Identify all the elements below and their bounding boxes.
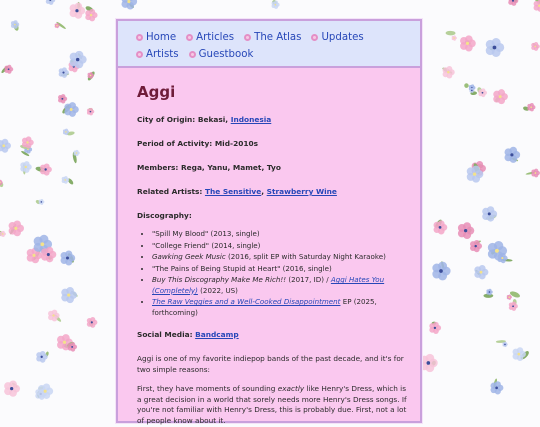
release-title: "Spill My Blood"	[152, 229, 208, 238]
flower-petal-decoration	[530, 103, 534, 107]
flower-center-decoration	[32, 254, 35, 257]
nav-label: Updates	[321, 32, 363, 43]
flower-center-decoration	[91, 321, 93, 323]
flower-petal-decoration	[534, 169, 538, 173]
flower-center-decoration	[67, 293, 70, 296]
flower-petal-decoration	[43, 383, 50, 390]
flower-center-decoration	[40, 242, 44, 246]
flower-petal-decoration	[438, 220, 445, 227]
members-label: Members:	[137, 163, 178, 172]
flower-center-decoration	[534, 46, 536, 48]
paragraph-text: First, they have moments of sounding	[137, 384, 278, 393]
flower-center-decoration	[47, 253, 50, 256]
flower-petal-decoration	[2, 139, 9, 146]
flower-center-decoration	[447, 71, 449, 73]
article-content	[118, 68, 420, 427]
nav-item-home[interactable]	[136, 32, 176, 43]
flower-center-decoration	[64, 179, 66, 181]
release-details: (2016, single)	[280, 264, 331, 273]
nav-label: Articles	[196, 32, 234, 43]
flower-center-decoration	[56, 25, 58, 27]
release-title: Gawking Geek Music	[152, 252, 226, 261]
flower-petal-decoration	[472, 166, 480, 174]
flower-petal-decoration	[481, 88, 485, 92]
flower-center-decoration	[530, 106, 532, 108]
flower-petal-decoration	[24, 161, 30, 167]
flower-petal-decoration	[479, 265, 486, 272]
flower-center-decoration	[512, 305, 514, 307]
page-title: Aggi	[137, 83, 407, 101]
flower-petal-decoration	[463, 222, 471, 230]
flower-bullet-icon	[244, 34, 251, 41]
nav-label: Guestbook	[199, 49, 254, 60]
flower-petal-decoration	[494, 241, 503, 250]
flower-petal-decoration	[26, 136, 32, 142]
release-title: "The Pains of Being Stupid at Heart"	[152, 264, 280, 273]
flower-center-decoration	[499, 95, 502, 98]
flower-center-decoration	[489, 291, 491, 293]
list-item	[152, 275, 407, 296]
flower-bullet-icon	[136, 34, 143, 41]
flower-center-decoration	[76, 152, 78, 154]
flower-petal-decoration	[75, 150, 78, 153]
nav-row-2	[136, 46, 410, 62]
flower-center-decoration	[495, 249, 499, 253]
period-value: Mid-2010s	[215, 139, 258, 148]
release-link[interactable]: The Raw Veggies and a Well-Cooked Disappointment	[152, 297, 340, 306]
flower-center-decoration	[90, 111, 92, 113]
nav-item-the-atlas[interactable]	[244, 32, 301, 43]
flower-center-decoration	[41, 356, 43, 358]
flower-petal-decoration	[498, 89, 505, 96]
social-label: Social Media:	[137, 330, 193, 339]
flower-center-decoration	[275, 4, 277, 6]
flower-petal-decoration	[495, 381, 501, 387]
nav-item-articles[interactable]	[186, 32, 234, 43]
nav-item-updates[interactable]	[311, 32, 363, 43]
flower-center-decoration	[473, 172, 476, 175]
flower-center-decoration	[2, 144, 5, 147]
main-panel	[116, 19, 422, 423]
flower-center-decoration	[482, 92, 484, 94]
flower-center-decoration	[495, 387, 498, 390]
flower-center-decoration	[44, 168, 46, 170]
flower-center-decoration	[76, 58, 79, 61]
flower-petal-decoration	[69, 102, 76, 109]
flower-center-decoration	[508, 296, 510, 298]
flower-center-decoration	[434, 327, 436, 329]
flower-bullet-icon	[311, 34, 318, 41]
flower-center-decoration	[439, 269, 443, 273]
related-label: Related Artists:	[137, 187, 202, 196]
flower-bullet-icon	[136, 51, 143, 58]
nav-label: Artists	[146, 49, 179, 60]
origin-city: Bekasi,	[198, 115, 228, 124]
flower-center-decoration	[466, 42, 469, 45]
flower-center-decoration	[453, 37, 455, 39]
flower-petal-decoration	[62, 334, 70, 342]
flower-center-decoration	[464, 229, 467, 232]
flower-petal-decoration	[492, 38, 501, 47]
flower-center-decoration	[41, 201, 43, 203]
flower-center-decoration	[439, 226, 442, 229]
list-item	[152, 241, 407, 252]
flower-center-decoration	[14, 227, 17, 230]
flower-petal-decoration	[274, 1, 278, 5]
flower-petal-decoration	[426, 354, 435, 363]
related-line: Related Artists: The Sensitive, Strawberry Wine	[137, 187, 407, 197]
flower-petal-decoration	[465, 35, 473, 43]
discography-list	[137, 229, 407, 318]
flower-petal-decoration	[446, 66, 452, 72]
flower-petal-decoration	[90, 317, 95, 322]
flower-petal-decoration	[44, 163, 50, 169]
release-details: EP (2025, forthcoming)	[152, 297, 377, 317]
flower-center-decoration	[517, 353, 520, 356]
paragraph-henrys-dress	[137, 384, 407, 426]
flower-center-decoration	[510, 153, 513, 156]
flower-center-decoration	[480, 271, 483, 274]
release-details: (2022, US)	[198, 286, 238, 295]
list-item	[152, 264, 407, 275]
origin-label: City of Origin:	[137, 115, 195, 124]
flower-center-decoration	[535, 172, 537, 174]
flower-center-decoration	[501, 257, 503, 259]
flower-petal-decoration	[7, 65, 11, 69]
release-title: "College Friend"	[152, 241, 209, 250]
flower-center-decoration	[474, 245, 476, 247]
flower-center-decoration	[44, 390, 47, 393]
flower-petal-decoration	[65, 129, 68, 132]
flower-center-decoration	[26, 141, 28, 143]
flower-petal-decoration	[534, 42, 538, 46]
flower-petal-decoration	[487, 206, 494, 213]
flower-petal-decoration	[66, 287, 74, 295]
flower-center-decoration	[71, 346, 73, 348]
related-link-the-sensitive[interactable]: The Sensitive	[205, 187, 261, 196]
flower-petal-decoration	[64, 176, 68, 180]
flower-bullet-icon	[186, 34, 193, 41]
nav-item-artists[interactable]	[136, 49, 179, 60]
flower-petal-decoration	[501, 253, 506, 258]
flower-petal-decoration	[46, 247, 53, 254]
flower-petal-decoration	[13, 220, 20, 227]
flower-petal-decoration	[52, 310, 58, 316]
flower-petal-decoration	[512, 302, 516, 306]
flower-center-decoration	[25, 166, 27, 168]
flower-petal-decoration	[433, 322, 439, 328]
release-link[interactable]: Aggi Hates You (Completely)	[152, 275, 384, 295]
period-line	[137, 139, 407, 149]
origin-line	[137, 115, 407, 125]
flower-petal-decoration	[89, 108, 93, 112]
release-details: (2013, single)	[208, 229, 259, 238]
flower-center-decoration	[66, 256, 69, 259]
flower-center-decoration	[493, 46, 497, 50]
release-title: Buy This Discography Make Me Rich!!	[152, 275, 286, 284]
nav-row-1	[136, 29, 410, 45]
flower-petal-decoration	[474, 240, 480, 246]
flower-center-decoration	[427, 361, 431, 365]
members-line	[137, 163, 407, 173]
release-details: (2017, ID) /	[286, 275, 331, 284]
bandcamp-link[interactable]: Bandcamp	[195, 330, 239, 339]
flower-center-decoration	[10, 387, 13, 390]
nav-item-guestbook[interactable]	[189, 49, 254, 60]
flower-center-decoration	[488, 212, 491, 215]
flower-petal-decoration	[71, 342, 76, 347]
nav-bar	[118, 21, 420, 68]
origin-country-link[interactable]: Indonesia	[231, 115, 272, 124]
list-item	[152, 252, 407, 263]
flower-petal-decoration	[40, 351, 46, 357]
flower-center-decoration	[75, 9, 78, 12]
flower-petal-decoration	[509, 147, 517, 155]
flower-center-decoration	[61, 98, 63, 100]
list-item	[152, 229, 407, 240]
nav-label: Home	[146, 32, 176, 43]
flower-petal-decoration	[39, 235, 48, 244]
flower-petal-decoration	[90, 72, 93, 75]
discography-label: Discography:	[137, 211, 407, 221]
paragraph-emphasis: exactly	[278, 384, 305, 393]
flower-center-decoration	[52, 314, 54, 316]
flower-petal-decoration	[75, 3, 83, 11]
release-details: (2016, split EP with Saturday Night Karaoke)	[226, 252, 386, 261]
flower-petal-decoration	[438, 262, 447, 271]
members-value: Rega, Yanu, Mamet, Tyo	[181, 163, 281, 172]
flower-petal-decoration	[517, 347, 524, 354]
flower-bullet-icon	[189, 51, 196, 58]
flower-center-decoration	[14, 24, 16, 26]
flower-center-decoration	[127, 0, 130, 3]
flower-center-decoration	[2, 233, 4, 235]
flower-petal-decoration	[9, 380, 17, 388]
related-link-strawberry-wine[interactable]: Strawberry Wine	[267, 187, 337, 196]
flower-petal-decoration	[471, 84, 474, 87]
flower-center-decoration	[70, 108, 73, 111]
flower-center-decoration	[90, 14, 92, 16]
flower-petal-decoration	[65, 250, 72, 257]
flower-center-decoration	[8, 68, 10, 70]
flower-center-decoration	[65, 131, 67, 133]
paragraph-intro: Aggi is one of my favorite indiepop bands of the past decade, and it's for two simple reasons:	[137, 354, 407, 375]
flower-petal-decoration	[75, 51, 83, 59]
release-details: (2014, single)	[209, 241, 260, 250]
flower-center-decoration	[471, 90, 473, 92]
flower-center-decoration	[90, 75, 92, 77]
flower-petal-decoration	[14, 20, 18, 24]
social-line	[137, 330, 407, 340]
period-label: Period of Activity:	[137, 139, 212, 148]
flower-center-decoration	[504, 344, 506, 346]
paragraph-text: like Henry's Dress, which is a great decision in a world that sorely needs more Henry's Dress songs. If you're not familiar with Henry's Dress, this is probably due. First, not a lot of people know about it.	[137, 384, 407, 425]
flower-petal-decoration	[62, 67, 67, 72]
flower-petal-decoration	[89, 9, 95, 15]
flower-petal-decoration	[488, 289, 491, 292]
flower-petal-decoration	[61, 94, 65, 98]
list-item	[152, 297, 407, 318]
nav-label: The Atlas	[254, 32, 301, 43]
flower-center-decoration	[63, 341, 66, 344]
flower-center-decoration	[62, 72, 64, 74]
